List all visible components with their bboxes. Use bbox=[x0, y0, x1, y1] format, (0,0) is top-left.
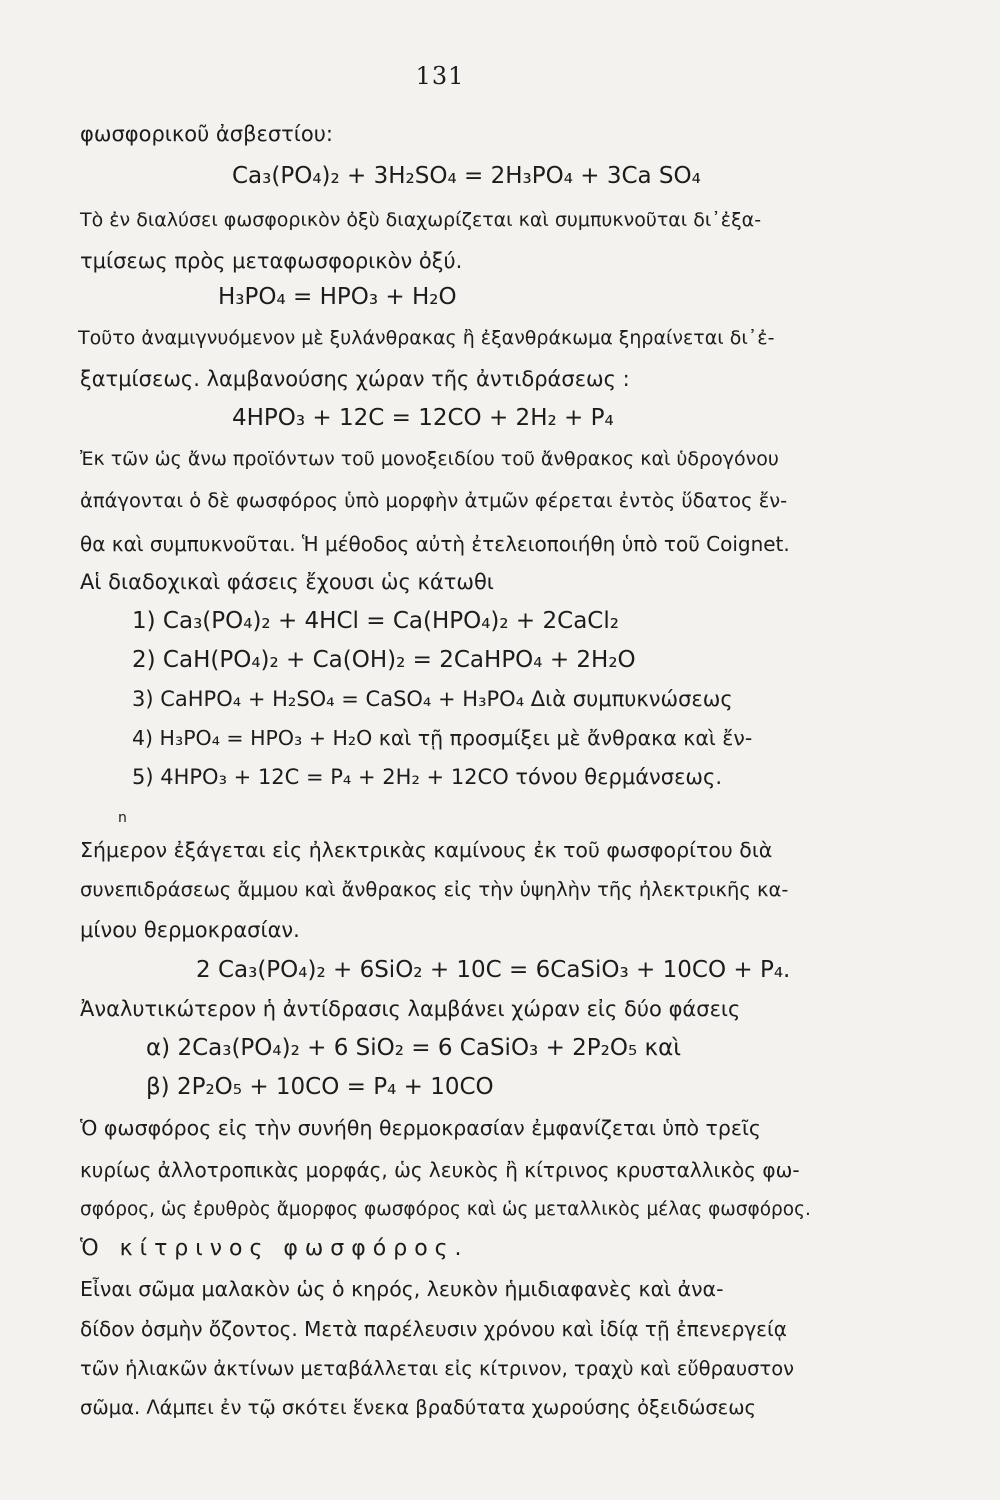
step-line-1: 1) Ca₃(PO₄)₂ + 4HCl = Ca(HPO₄)₂ + 2CaCl₂ bbox=[132, 608, 619, 634]
section-heading: Ὁ κίτρινος φωσφόρος. bbox=[80, 1236, 469, 1261]
step-line-2: 2) CaH(PO₄)₂ + Ca(OH)₂ = 2CaHPO₄ + 2H₂O bbox=[132, 647, 636, 673]
equation-line-1: Ca₃(PO₄)₂ + 3H₂SO₄ = 2H₃PO₄ + 3Ca SO₄ bbox=[232, 163, 701, 189]
text-line-4: Τοῦτο ἀναμιγνυόμενον μὲ ξυλάνθρακας ἢ ἐξανθράκωμα ξηραίνεται δι᾿ἐ- bbox=[78, 327, 775, 349]
step-line-4: 4) H₃PO₄ = HPO₃ + H₂O καὶ τῇ προσμίξει μὲ ἄνθρακα καὶ ἔν- bbox=[132, 726, 753, 750]
equation-line-3: 4HPO₃ + 12C = 12CO + 2H₂ + P₄ bbox=[232, 405, 614, 431]
phase-line-a: α) 2Ca₃(PO₄)₂ + 6 SiO₂ = 6 CaSiO₃ + 2P₂O₅ καὶ bbox=[146, 1035, 682, 1061]
text-line-17: Εἶναι σῶμα μαλακὸν ὡς ὁ κηρός, λευκὸν ἡμιδιαφανὲς καὶ ἀνα- bbox=[80, 1277, 724, 1301]
text-line-15: κυρίως ἀλλοτροπικὰς μορφάς, ὡς λευκὸς ἢ κίτρινος κρυσταλλικὸς φω- bbox=[80, 1158, 800, 1182]
text-line-12: μίνου θερμοκρασίαν. bbox=[80, 918, 300, 942]
text-line-6: Ἐκ τῶν ὡς ἄνω προϊόντων τοῦ μονοξειδίου τοῦ ἄνθρακος καὶ ὑδρογόνου bbox=[80, 448, 779, 470]
text-line-19: τῶν ἡλιακῶν ἀκτίνων μεταβάλλεται εἰς κίτρινον, τραχὺ καὶ εὔθραυστον bbox=[80, 1357, 795, 1380]
text-line-11: συνεπιδράσεως ἄμμου καὶ ἄνθρακος εἰς τὴν ὑψηλὴν τῆς ἠλεκτρικῆς κα- bbox=[80, 878, 789, 901]
phase-line-b: β) 2P₂O₅ + 10CO = P₄ + 10CO bbox=[146, 1074, 494, 1100]
text-line-3: τμίσεως πρὸς μεταφωσφορικὸν ὀξύ. bbox=[80, 249, 463, 273]
text-line-2: Τὸ ἐν διαλύσει φωσφορικὸν ὀξὺ διαχωρίζεται καὶ συμπυκνοῦται δι᾿ἐξα- bbox=[80, 209, 762, 231]
text-line-8: θα καὶ συμπυκνοῦται. Ἡ μέθοδος αὐτὴ ἐτελειοποιήθη ὑπὸ τοῦ Coignet. bbox=[80, 532, 790, 556]
text-line-13: Ἀναλυτικώτερον ἡ ἀντίδρασις λαμβάνει χώραν εἰς δύο φάσεις bbox=[80, 997, 741, 1021]
text-line-20: σῶμα. Λάμπει ἐν τῷ σκότει ἕνεκα βραδύτατα χωρούσης ὀξειδώσεως bbox=[80, 1396, 756, 1419]
text-line-18: δίδον ὀσμὴν ὄζοντος. Μετὰ παρέλευσιν χρόνου καὶ ἰδίᾳ τῇ ἐπενεργείᾳ bbox=[80, 1317, 787, 1341]
margin-mark: n bbox=[118, 810, 127, 826]
text-line-7: ἀπάγονται ὁ δὲ φωσφόρος ὑπὸ μορφὴν ἀτμῶν φέρεται ἐντὸς ὕδατος ἔν- bbox=[80, 489, 788, 512]
text-line-9: Αἱ διαδοχικαὶ φάσεις ἔχουσι ὡς κάτωθι bbox=[80, 570, 494, 594]
page-number: 131 bbox=[415, 62, 465, 90]
text-line-1: φωσφορικοῦ ἀσβεστίου: bbox=[80, 122, 333, 146]
text-line-16: σφόρος, ὡς ἐρυθρὸς ἄμορφος φωσφόρος καὶ ὡς μεταλλικὸς μέλας φωσφόρος. bbox=[80, 1199, 811, 1220]
equation-line-2: H₃PO₄ = HPO₃ + H₂O bbox=[218, 284, 457, 310]
text-line-5: ξατμίσεως. λαμβανούσης χώραν τῆς ἀντιδράσεως : bbox=[80, 367, 630, 391]
step-line-3: 3) CaHPO₄ + H₂SO₄ = CaSO₄ + H₃PO₄ Διὰ συμπυκνώσεως bbox=[132, 687, 733, 711]
step-line-5: 5) 4HPO₃ + 12C = P₄ + 2H₂ + 12CO τόνου θερμάνσεως. bbox=[132, 765, 723, 789]
text-line-10: Σήμερον ἐξάγεται εἰς ἠλεκτρικὰς καμίνους ἐκ τοῦ φωσφορίτου διὰ bbox=[80, 838, 773, 862]
equation-line-4: 2 Ca₃(PO₄)₂ + 6SiO₂ + 10C = 6CaSiO₃ + 10CO + P₄. bbox=[196, 957, 791, 983]
text-line-14: Ὁ φωσφόρος εἰς τὴν συνήθη θερμοκρασίαν ἐμφανίζεται ὑπὸ τρεῖς bbox=[80, 1116, 761, 1140]
